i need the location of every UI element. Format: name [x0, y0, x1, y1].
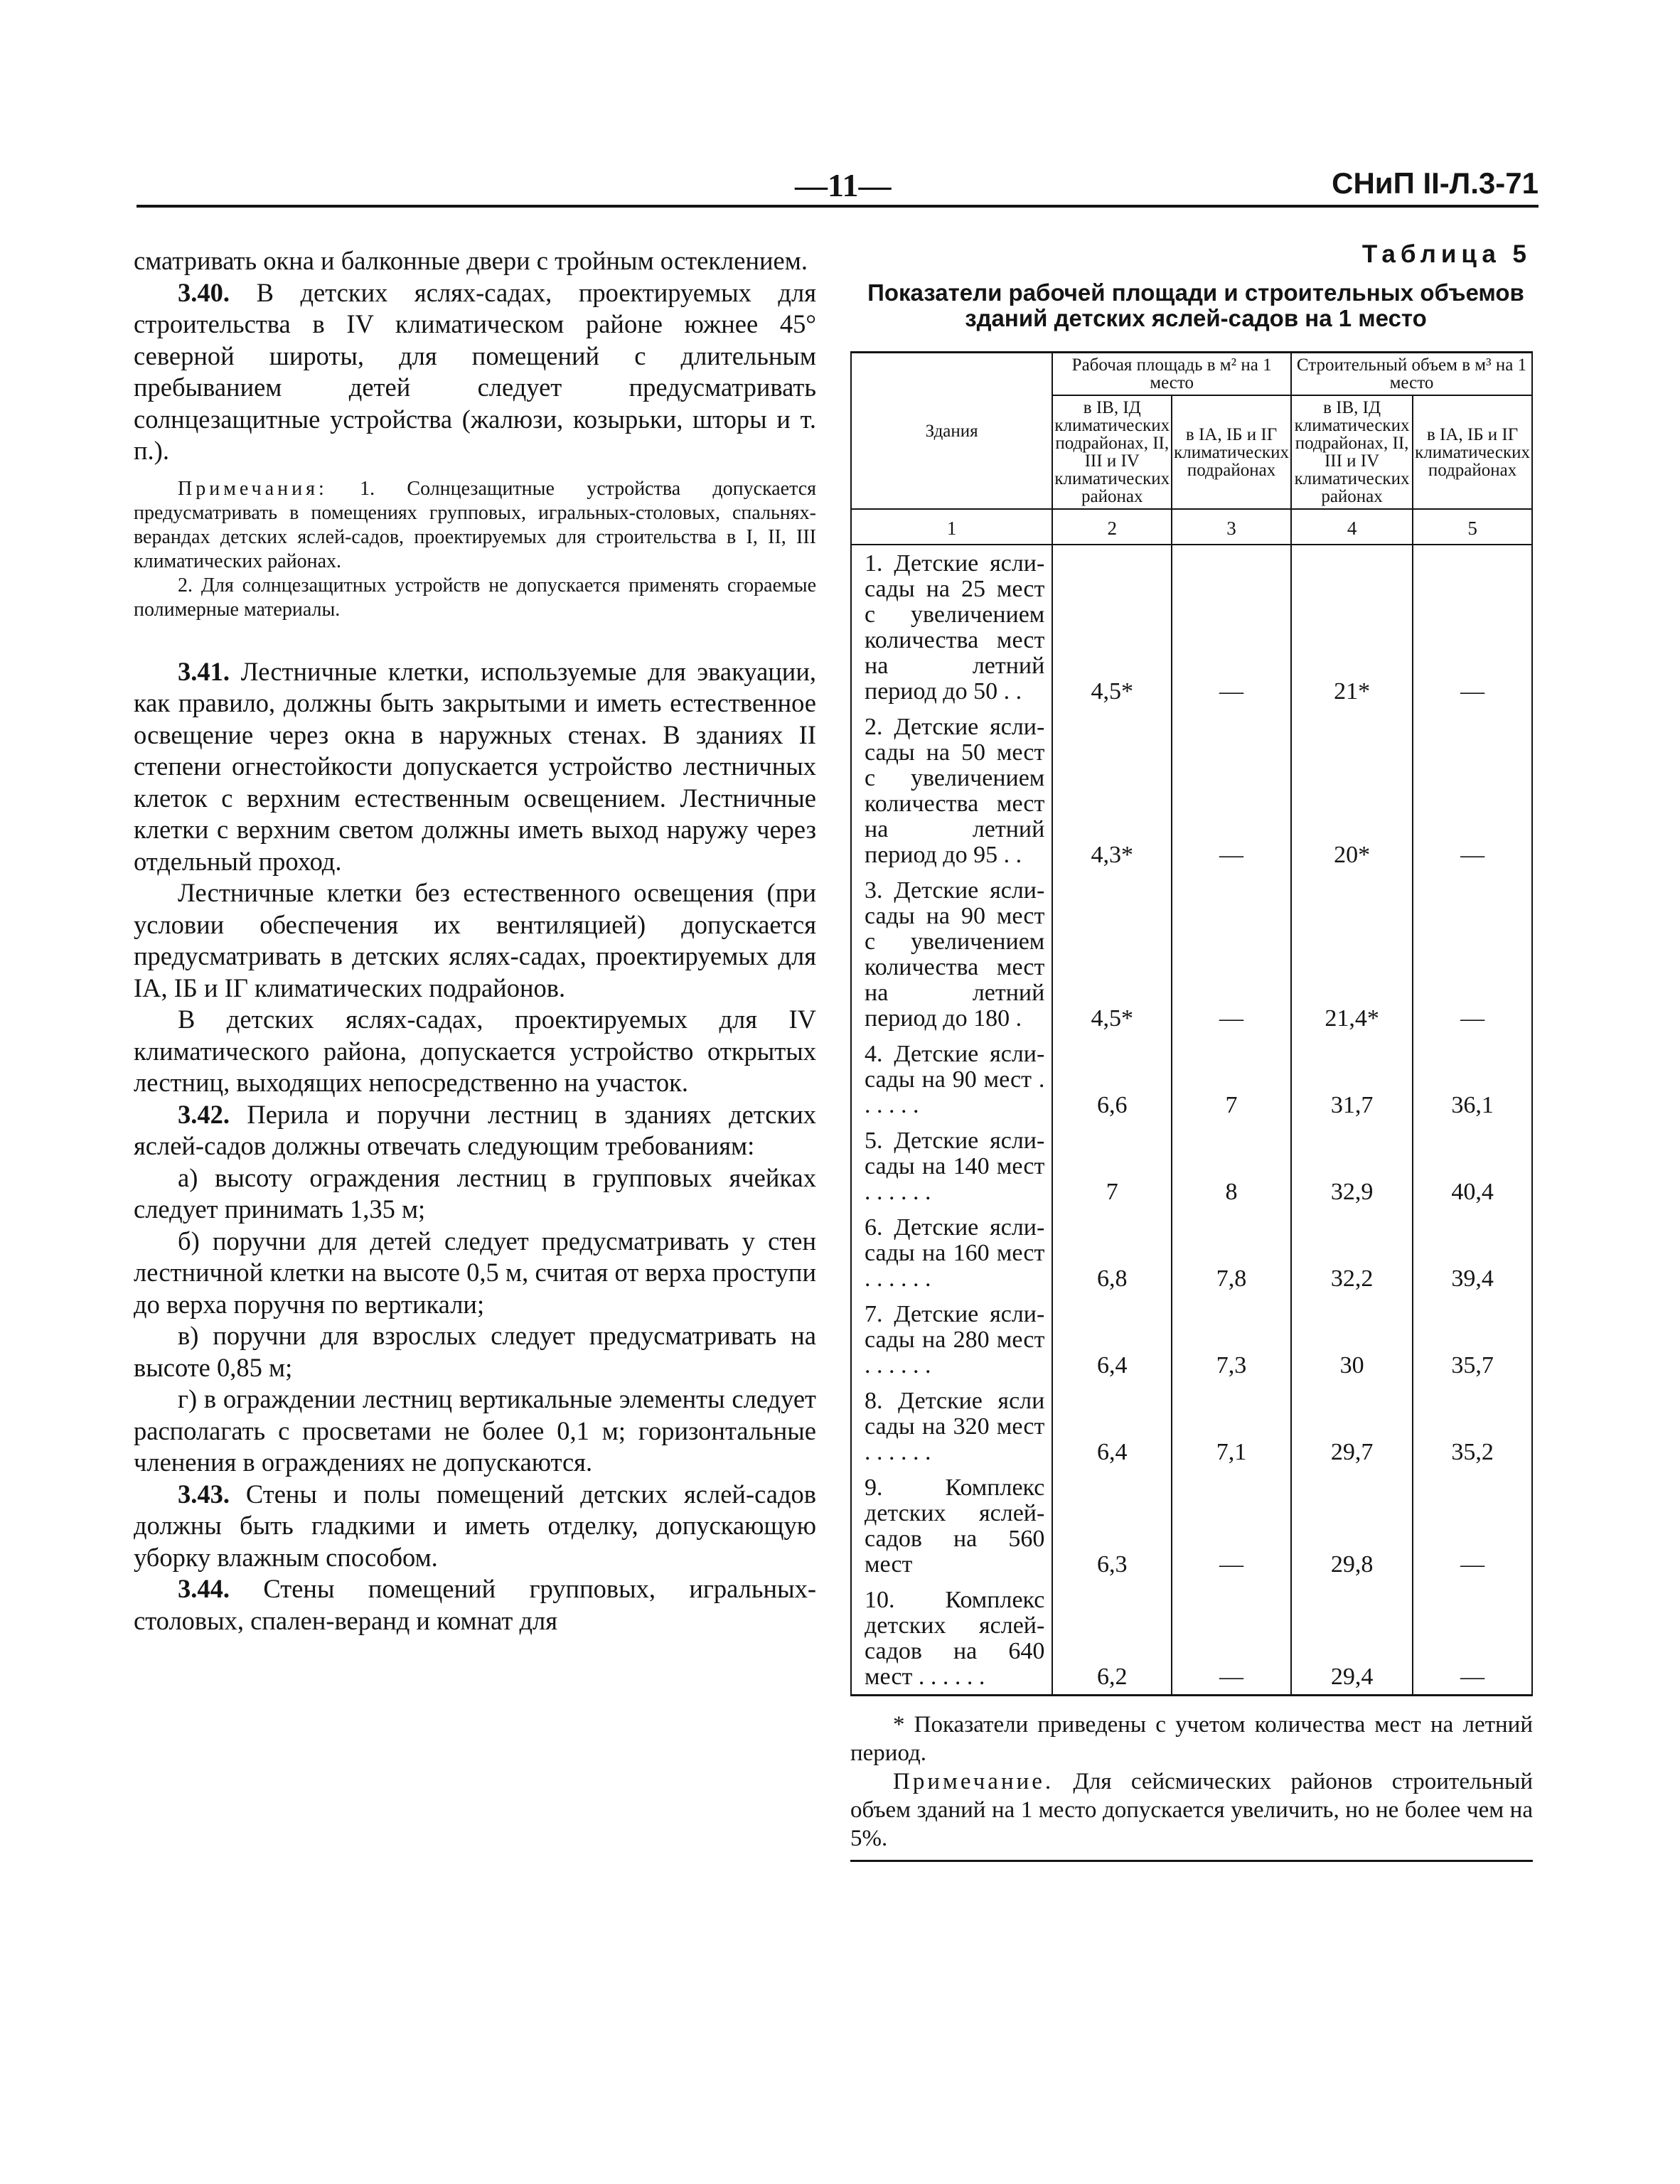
- list-item-a: а) высоту ограждения лестниц в групповых ячейках следует принимать 1,35 м;: [134, 1162, 816, 1224]
- table-note: [850, 1767, 1533, 1853]
- right-column: [850, 240, 1541, 1862]
- table-body: [851, 545, 1532, 1696]
- cell-area-north: —: [1172, 872, 1291, 1036]
- header-col-2: в IВ, IД климатических подрайонах, II, III и IV климатических районах: [1052, 395, 1172, 509]
- paragraph: Лестничные клетки без естественного освещения (при условии обеспечения их вентиляцией) допускается предусматривать в детских яслях-садах, проектируемых для IA, IБ и IГ климатических подрайонов.: [134, 878, 816, 1002]
- row-name: 3. Детские ясли-сады на 90 мест с увеличением количества мест на летний период до 180 .: [851, 872, 1052, 1036]
- clause-3-44: [134, 1573, 816, 1637]
- cell-area-north: —: [1172, 709, 1291, 872]
- row-name: 6. Детские ясли-сады на 160 мест . . . . . .: [851, 1209, 1052, 1296]
- clause-number: 3.40.: [178, 277, 230, 307]
- clause-number: 3.42.: [178, 1099, 230, 1129]
- clause-3-41: [134, 656, 816, 878]
- column-number: 1: [851, 509, 1052, 545]
- cell-volume-north: —: [1413, 709, 1532, 872]
- column-number: 5: [1413, 509, 1532, 545]
- header-volume: Строительный объем в м³ на 1 место: [1291, 353, 1532, 396]
- list-item-b: б) поручни для детей следует предусматривать у стен лестничной клетки на высоте 0,5 м, считая от верха проступи до верха поручня по вертикали;: [134, 1226, 816, 1319]
- cell-area-main: 6,6: [1052, 1036, 1172, 1123]
- table-row: [851, 1036, 1532, 1123]
- note-text: Для сейсмических районов строительный объем зданий на 1 место допускается увеличить, но не более чем на 5%.: [850, 1769, 1534, 1851]
- table-title: Показатели рабочей площади и строительных объемов зданий детских яслей-садов на 1 место: [867, 279, 1524, 331]
- cell-volume-main: 30: [1291, 1296, 1413, 1383]
- clause-text: Стены и полы помещений детских яслей-садов должны быть гладкими и иметь отделку, допускающую уборку влажным способом.: [134, 1479, 816, 1572]
- row-name: 2. Детские ясли-сады на 50 мест с увеличением количества мест на летний период до 95 . .: [851, 709, 1052, 872]
- notes-label: Примечания:: [178, 477, 328, 500]
- clause-text: Стены помещений групповых, игральных-столовых, спален-веранд и комнат для: [134, 1574, 817, 1635]
- header-col-4: в IВ, IД климатических подрайонах, II, III и IV климатических районах: [1291, 395, 1413, 509]
- cell-area-north: 7: [1172, 1036, 1291, 1123]
- table-row: [851, 545, 1532, 709]
- clause-text: В детских яслях-садах, проектируемых для строительства в IV климатическом районе южнее 45° северной широты, для помещений с длительным пребыванием детей следует предусматривать солнцезащитные устройства (жалюзи, козырьки, шторы и т. п.).: [134, 277, 817, 465]
- clause-text: Лестничные клетки, используемые для эвакуации, как правило, должны быть закрытыми и иметь естественное освещение через окна в наружных стенах. В зданиях II степени огнестойкости допускается устройство лестничных клеток с верхним естественным освещением. Лестничные клетки с верхним светом должны иметь выход наружу через отдельный проход.: [134, 656, 817, 876]
- cell-volume-main: 32,2: [1291, 1209, 1413, 1296]
- cell-area-main: 4,5*: [1052, 545, 1172, 709]
- cell-volume-main: 21,4*: [1291, 872, 1413, 1036]
- cell-volume-main: 21*: [1291, 545, 1413, 709]
- cell-volume-main: 29,4: [1291, 1582, 1413, 1696]
- cell-area-north: —: [1172, 1470, 1291, 1582]
- row-name: 4. Детские ясли-сады на 90 мест . . . . . .: [851, 1036, 1052, 1123]
- clause-3-40: [134, 277, 816, 467]
- table-row: [851, 1209, 1532, 1296]
- left-column: [134, 245, 816, 1637]
- header-col-5: в IА, IБ и IГ климатических подрайонах: [1413, 395, 1532, 509]
- table-footnote: * Показатели приведены с учетом количества мест на летний период.: [850, 1712, 1533, 1766]
- cell-area-main: 6,8: [1052, 1209, 1172, 1296]
- header-building: Здания: [851, 353, 1052, 510]
- table-row: [851, 709, 1532, 872]
- row-name: 7. Детские ясли-сады на 280 мест . . . . . .: [851, 1296, 1052, 1383]
- header-rule: [137, 205, 1539, 208]
- cell-area-main: 7: [1052, 1123, 1172, 1209]
- cell-area-main: 4,3*: [1052, 709, 1172, 872]
- cell-area-main: 6,4: [1052, 1296, 1172, 1383]
- cell-volume-north: 35,7: [1413, 1296, 1532, 1383]
- cell-volume-north: —: [1413, 1582, 1532, 1696]
- cell-area-main: 6,4: [1052, 1383, 1172, 1470]
- cell-area-main: 6,2: [1052, 1582, 1172, 1696]
- table-row: [851, 1383, 1532, 1470]
- cell-volume-north: 35,2: [1413, 1383, 1532, 1470]
- paragraph: В детских яслях-садах, проектируемых для IV климатического района, допускается устройство открытых лестниц, выходящих непосредственно на участок.: [134, 1005, 816, 1097]
- note-2: 2. Для солнцезащитных устройств не допускается применять сгораемые полимерные материалы.: [134, 574, 816, 621]
- clause-text: Перила и поручни лестниц в зданиях детских яслей-садов должны отвечать следующим требованиям:: [134, 1099, 816, 1160]
- table-header-row: [851, 353, 1532, 396]
- cell-area-north: —: [1172, 545, 1291, 709]
- column-number-row: [851, 509, 1532, 545]
- cell-area-north: 8: [1172, 1123, 1291, 1209]
- page-header: [137, 165, 1539, 209]
- row-name: 8. Детские ясли сады на 320 мест . . . . . .: [851, 1383, 1052, 1470]
- cell-area-north: 7,1: [1172, 1383, 1291, 1470]
- note-text: 1. Солнцезащитные устройства допускается предусматривать в помещениях групповых, игральных-столовых, спальнях-верандах детских яслей-садов, проектируемых для строительства в I, II, III климатических районах.: [134, 477, 816, 572]
- cell-volume-north: —: [1413, 872, 1532, 1036]
- cell-area-north: 7,3: [1172, 1296, 1291, 1383]
- cell-volume-north: 40,4: [1413, 1123, 1532, 1209]
- cell-area-north: —: [1172, 1582, 1291, 1696]
- page-number: —11—: [795, 167, 892, 203]
- list-item-g: г) в ограждении лестниц вертикальные элементы следует располагать с просветами не более 0,1 м; горизонтальные членения в ограждениях не допускаются.: [134, 1384, 816, 1477]
- data-table: [850, 351, 1533, 1696]
- cell-area-main: 6,3: [1052, 1470, 1172, 1582]
- cell-volume-north: —: [1413, 545, 1532, 709]
- table-row: [851, 1296, 1532, 1383]
- clause-number: 3.44.: [178, 1574, 230, 1603]
- cell-area-north: 7,8: [1172, 1209, 1291, 1296]
- clause-number: 3.41.: [178, 656, 230, 686]
- list-item-v: в) поручни для взрослых следует предусматривать на высоте 0,85 м;: [134, 1321, 816, 1382]
- column-number: 2: [1052, 509, 1172, 545]
- cell-volume-main: 31,7: [1291, 1036, 1413, 1123]
- row-name: 1. Детские ясли-сады на 25 мест с увеличением количества мест на летний период до 50 . .: [851, 545, 1052, 709]
- clause-number: 3.43.: [178, 1479, 230, 1509]
- column-number: 3: [1172, 509, 1291, 545]
- clause-3-43: [134, 1479, 816, 1574]
- note-label: Примечание.: [893, 1769, 1054, 1794]
- document-code: СНиП II-Л.3-71: [1332, 166, 1539, 200]
- cell-area-main: 4,5*: [1052, 872, 1172, 1036]
- note-1: [134, 477, 816, 574]
- clause-3-42: [134, 1099, 816, 1162]
- header-area: Рабочая площадь в м² на 1 место: [1052, 353, 1291, 396]
- table-row: [851, 1582, 1532, 1696]
- table-row: [851, 1123, 1532, 1209]
- row-name: 5. Детские ясли-сады на 140 мест . . . . . .: [851, 1123, 1052, 1209]
- cell-volume-north: —: [1413, 1470, 1532, 1582]
- table-footer: [850, 1711, 1533, 1853]
- notes-block: [134, 477, 816, 622]
- cell-volume-main: 29,8: [1291, 1470, 1413, 1582]
- cell-volume-north: 36,1: [1413, 1036, 1532, 1123]
- row-name: 10. Комплекс детских яслей-садов на 640 мест . . . . . .: [851, 1582, 1052, 1696]
- cell-volume-main: 20*: [1291, 709, 1413, 872]
- table-row: [851, 872, 1532, 1036]
- table-number: Таблица 5: [1361, 240, 1531, 268]
- cell-volume-north: 39,4: [1413, 1209, 1532, 1296]
- spacer: [134, 622, 816, 656]
- cell-volume-main: 29,7: [1291, 1383, 1413, 1470]
- cell-volume-main: 32,9: [1291, 1123, 1413, 1209]
- paragraph-continuation: сматривать окна и балконные двери с тройным остеклением.: [134, 246, 808, 275]
- header-col-3: в IА, IБ и IГ климатических подрайонах: [1172, 395, 1291, 509]
- column-number: 4: [1291, 509, 1413, 545]
- footer-rule: [850, 1860, 1533, 1862]
- row-name: 9. Комплекс детских яслей-садов на 560 мест: [851, 1470, 1052, 1582]
- table-row: [851, 1470, 1532, 1582]
